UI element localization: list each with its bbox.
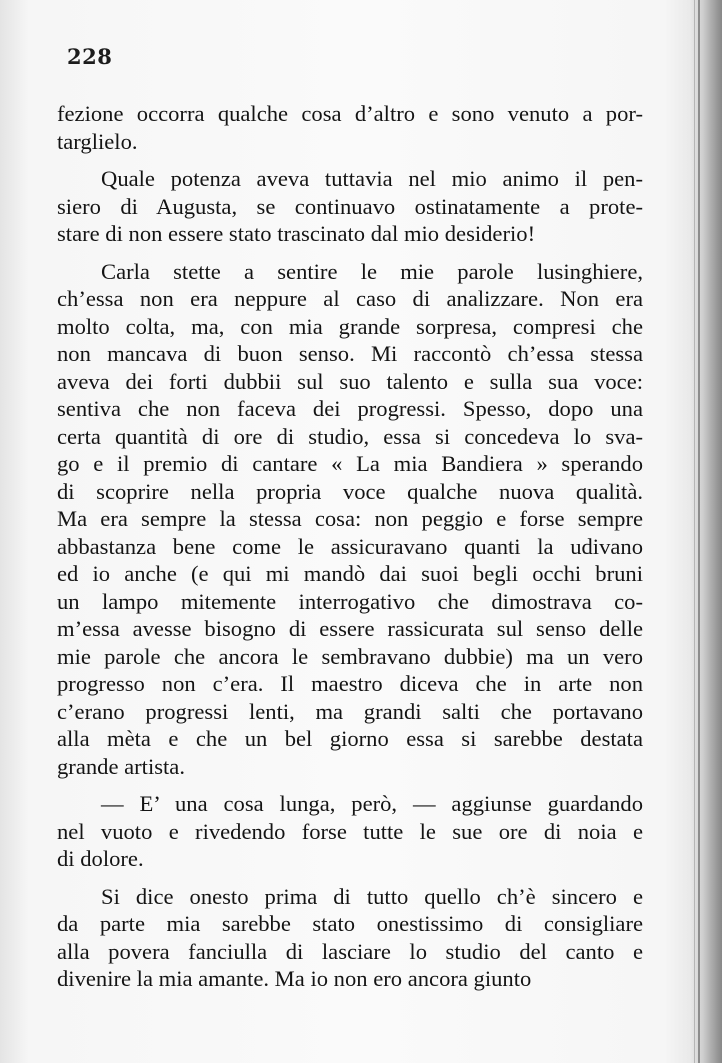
paragraph <box>57 790 643 873</box>
text-line: — E’ una cosa lunga, però, — aggiunse guardando <box>101 791 643 816</box>
text-line: non mancava di buon senso. Mi raccontò ch’essa stessa <box>57 341 643 366</box>
text-line: mie parole che ancora le sembravano dubbie) ma un vero <box>57 643 643 669</box>
text-line: ch’essa non era neppure al caso di analizzare. Non era <box>57 286 643 311</box>
text-line: certa quantità di ore di studio, essa si concedeva lo sva- <box>57 423 643 449</box>
page-edge-line <box>698 0 700 1063</box>
paragraph <box>57 258 643 781</box>
page-edge-line <box>694 0 695 1063</box>
text-line: progresso non c’era. Il maestro diceva che in arte non <box>57 671 643 696</box>
text-line: aveva dei forti dubbii sul suo talento e sulla sua voce: <box>57 368 643 394</box>
text-line: alla povera fanciulla di lasciare lo studio del canto e <box>57 938 643 964</box>
text-line: un lampo mitemente interrogativo che dimostrava co- <box>57 588 643 614</box>
text-line: da parte mia sarebbe stato onestissimo di consigliare <box>57 911 643 936</box>
text-line: targlielo. <box>57 128 138 154</box>
text-line: abbastanza bene come le assicuravano quanti la udivano <box>57 533 643 559</box>
paragraph <box>57 100 643 155</box>
page-number: 228 <box>67 44 113 69</box>
text-line: m’essa avesse bisogno di essere rassicurata sul senso delle <box>57 616 643 641</box>
text-line: stare di non essere stato trascinato dal mio desiderio! <box>57 221 536 246</box>
text-line: Ma era sempre la stessa cosa: non peggio e forse sempre <box>57 506 643 531</box>
text-line: fezione occorra qualche cosa d’altro e sono venuto a por- <box>57 101 643 126</box>
text-line: go e il premio di cantare « La mia Bandiera » sperando <box>57 451 643 476</box>
body-text <box>57 100 643 993</box>
text-line: sentiva che non faceva dei progressi. Spesso, dopo una <box>57 396 643 421</box>
text-line: divenire la mia amante. Ma io non ero ancora giunto <box>57 966 532 991</box>
text-line: Carla stette a sentire le mie parole lusinghiere, <box>101 258 643 284</box>
text-line: di scoprire nella propria voce qualche nuova qualità. <box>57 478 643 504</box>
paragraph <box>57 883 643 993</box>
text-line: ed io anche (e qui mi mandò dai suoi begli occhi bruni <box>57 561 643 586</box>
text-line: alla mèta e che un bel giorno essa si sarebbe destata <box>57 726 643 751</box>
text-line: molto colta, ma, con mia grande sorpresa, compresi che <box>57 313 643 339</box>
text-line: di dolore. <box>57 846 144 871</box>
text-line: siero di Augusta, se continuavo ostinatamente a prote- <box>57 193 643 219</box>
text-line: Si dice onesto prima di tutto quello ch’è sincero e <box>101 883 643 909</box>
text-line: Quale potenza aveva tuttavia nel mio animo il pen- <box>101 166 643 191</box>
text-line: c’erano progressi lenti, ma grandi salti che portavano <box>57 698 643 724</box>
paragraph <box>57 165 643 248</box>
text-line: nel vuoto e rivedendo forse tutte le sue ore di noia e <box>57 818 643 844</box>
text-line: grande artista. <box>57 753 185 779</box>
